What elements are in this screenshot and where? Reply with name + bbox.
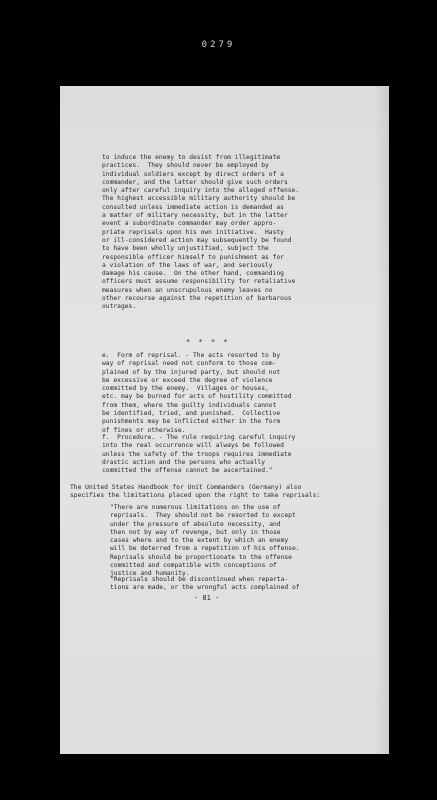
page-number: - 81 - xyxy=(194,594,220,602)
paragraph-handbook-intro: The United States Handbook for Unit Commanders (Germany) also specifies the limitations placed upon the right to take reprisals: xyxy=(70,484,321,500)
quote-discontinuance: "Reprisals should be discontinued when reparta- tions are made, or the wrongful acts complained of xyxy=(110,576,300,592)
paragraph-procedure: f. Procedure. - The rule requiring careful inquiry into the real occurrence will always be followed unless the safety of the troops requires immediate drastic action and the persons who actually committed the offense cannot be ascertained." xyxy=(102,434,296,475)
quote-limitations: "There are numerous limitations on the use of reprisals. They should not be resorted to except under the pressure of absolute necessity, and then not by way of revenge, but only in those cases where and to the extent by which an enemy will be deterred from a repetition of his offense. Reprisals should be proportionate to the offense committed and compatible with conceptions of justice and humanity. xyxy=(110,504,300,578)
paragraph-reprisal-conditions: to induce the enemy to desist from illegitimate practices. They should never be employed by individual soldiers except by direct orders of a commander, and the latter should give such orders only after careful inquiry into the alleged offense. The highest accessible military authority should be consulted unless immediate action is demanded as a matter of military necessity, but in the latter event a subordinate commander may order appro- priate reprisals upon his own initiative. Hasty or ill-considered action may subsequently be found to have been wholly unjustified, subject the responsible officer himself to punishment as for a violation of the laws of war, and seriously damage his cause. On the other hand, commanding officers must assume responsibility for retaliative measures when an unscrupulous enemy leaves no other recourse against the repetition of barbarous outrages. xyxy=(102,154,300,311)
paragraph-form-of-reprisal: e. Form of reprisal. - The acts resorted to by way of reprisal need not conform to those com- plained of by the injured party, but should not be excessive or exceed the degree of violence committed by the enemy. Villages or houses, etc. may be burned for acts of hostility committed from them, where the guilty individuals cannot be identified, tried, and punished. Collective punishments may be inflicted either in the form of fines or otherwise. xyxy=(102,352,292,434)
section-separator: * * * * xyxy=(186,338,230,346)
microfilm-frame-number: 0279 xyxy=(201,40,236,50)
document-page xyxy=(60,86,389,754)
